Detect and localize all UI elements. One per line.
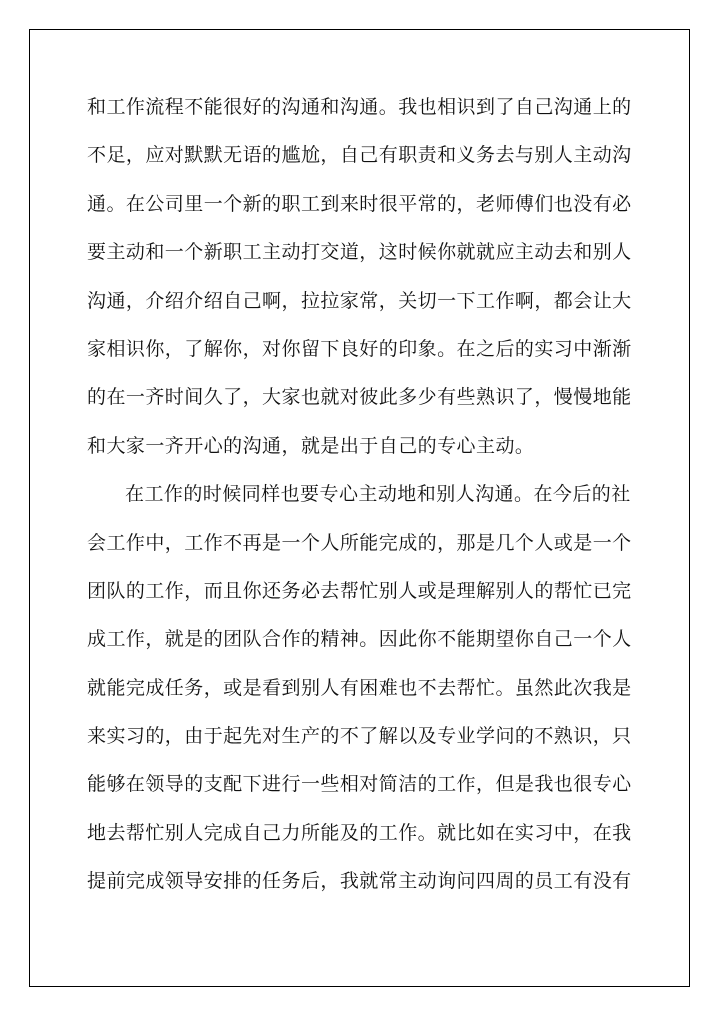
text-line: 会工作中，工作不再是一个人所能完成的，那是几个人或是一个: [87, 531, 632, 554]
text-line: 就能完成任务，或是看到别人有困难也不去帮忙。虽然此次我是: [87, 676, 632, 699]
text-line: 和大家一齐开心的沟通，就是出于自己的专心主动。: [87, 434, 535, 457]
text-line: 来实习的，由于起先对生产的不了解以及专业学问的不熟识，只: [87, 725, 632, 748]
text-line: 不足，应对默默无语的尴尬，自己有职责和义务去与别人主动沟: [87, 144, 632, 167]
text-line: 和工作流程不能很好的沟通和沟通。我也相识到了自己沟通上的: [87, 96, 632, 118]
text-line: 的在一齐时间久了，大家也就对彼此多少有些熟识了，慢慢地能: [87, 386, 632, 409]
text-line: 家相识你，了解你，对你留下良好的印象。在之后的实习中渐渐: [87, 337, 632, 360]
document-body: [87, 89, 635, 912]
text-line: 团队的工作，而且你还务必去帮忙别人或是理解别人的帮忙已完: [87, 579, 632, 602]
text-line: 通。在公司里一个新的职工到来时很平常的，老师傅们也没有必: [87, 192, 632, 215]
text-line: 地去帮忙别人完成自己力所能及的工作。就比如在实习中，在我: [87, 821, 632, 844]
text-line: 成工作，就是的团队合作的精神。因此你不能期望你自己一个人: [87, 628, 632, 651]
text-line: 提前完成领导安排的任务后，我就常主动询问四周的员工有没有: [87, 870, 632, 893]
text-line: 要主动和一个新职工主动打交道，这时候你就就应主动去和别人: [87, 241, 632, 264]
paragraph-start-line: 在工作的时候同样也要专心主动地和别人沟通。在今后的社: [125, 483, 631, 506]
text-line: 沟通，介绍介绍自己啊，拉拉家常，关切一下工作啊，都会让大: [87, 289, 632, 312]
text-line: 能够在领导的支配下进行一些相对简洁的工作，但是我也很专心: [87, 773, 632, 796]
